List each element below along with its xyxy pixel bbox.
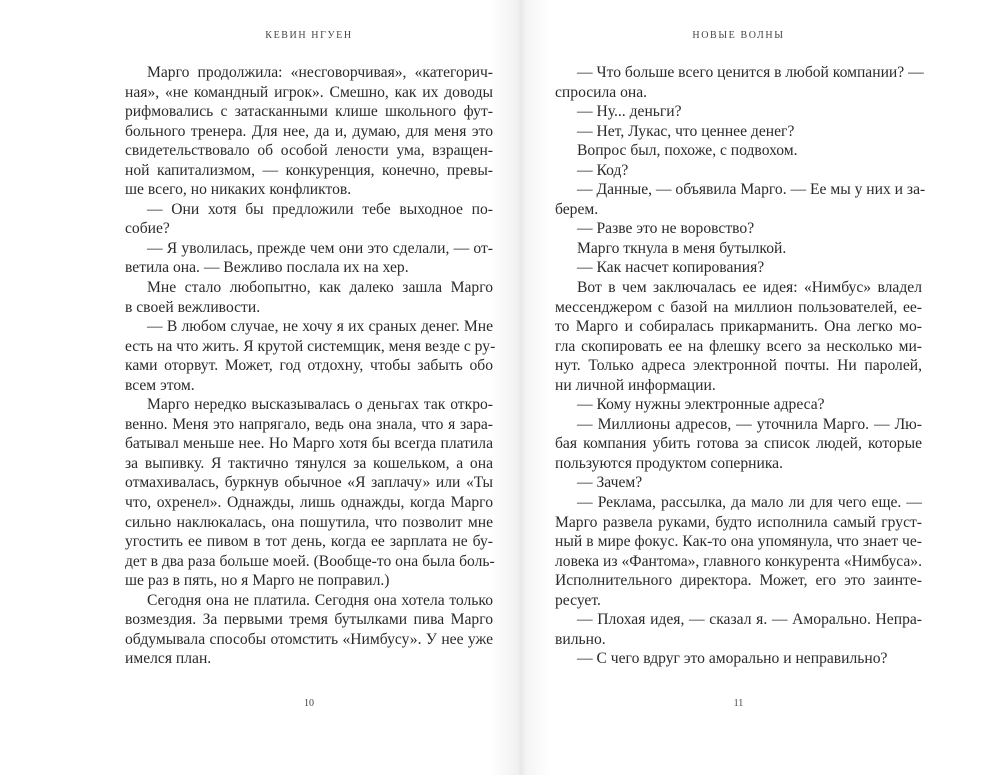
right-page: [555, 0, 926, 775]
text-line: — Реклама, рассылка, да мало ли для чего еще. —: [577, 494, 922, 512]
text-line: — Плохая идея, — сказал я. — Аморально. Непра-: [577, 611, 922, 629]
text-line: венно. Меня это напрягало, ведь она знала, что я зара-: [125, 415, 493, 433]
text-line: ресует.: [555, 591, 601, 609]
text-line: ловека из «Фантома», главного конкурента «Нимбуса».: [555, 552, 922, 570]
text-line: вильно.: [555, 630, 606, 648]
text-line: Вот в чем заключалась ее идея: «Нимбус» владел: [577, 279, 922, 297]
text-line: есть на что жить. Я крутой системщик, меня везде с ру-: [125, 337, 496, 355]
text-line: — Что больше всего ценится в любой компании? —: [577, 64, 924, 81]
left-page-text: [125, 63, 496, 669]
text-line: спросила она.: [555, 83, 648, 101]
text-line: мессенджером с базой на миллион пользователей, ее-: [555, 298, 922, 316]
text-line: Марго ткнула в меня бутылкой.: [577, 239, 787, 257]
page-number: 10: [304, 698, 314, 709]
text-line: — Разве это не воровство?: [577, 220, 755, 238]
left-page: [125, 0, 496, 775]
text-line: ветила она. — Вежливо послала их на хер.: [125, 259, 409, 277]
text-line: ная», «не командный игрок». Смешно, как их доводы: [125, 83, 493, 101]
text-line: всем этом.: [125, 376, 195, 394]
text-line: больного тренера. Для нее, да и, думаю, для меня это: [125, 122, 493, 140]
text-line: возмездия. За первыми тремя бутылками пива Марго: [125, 611, 493, 629]
text-line: ни личной информации.: [555, 376, 716, 394]
text-line: гла скопировать ее на флешку всего за несколько ми-: [555, 337, 922, 355]
text-line: обдумывала способы отомстить «Нимбусу». У нее уже: [125, 630, 493, 648]
text-line: Марго нередко высказывалась о деньгах так откро-: [147, 396, 493, 414]
text-line: батывал меньше нее. Но Марго хотя бы всегда платила: [125, 435, 493, 453]
text-line: Исполнительного директора. Может, его это заинте-: [555, 572, 922, 590]
text-line: — Как насчет копирования?: [577, 259, 765, 277]
text-line: отмахивалась, буркнув обычное «Я заплачу» или «Ты: [125, 474, 493, 492]
text-line: — Миллионы адресов, — уточнила Марго. — Лю-: [577, 415, 922, 433]
page-number: 11: [733, 698, 744, 709]
text-line: рифмовались с затасканными клише школьного фут-: [125, 103, 493, 121]
right-page-text: [555, 63, 926, 669]
text-line: ками оторвут. Может, год отдохну, чтобы забыть обо: [125, 357, 493, 375]
running-head-author: КЕВИН НГУЕН: [265, 30, 353, 41]
text-line: Вопрос был, похоже, с подвохом.: [577, 142, 798, 160]
text-line: Марго развела руками, будто исполнила самый груст-: [555, 513, 922, 531]
text-line: Мне стало любопытно, как далеко зашла Марго: [147, 279, 493, 297]
text-line: берем.: [555, 200, 599, 218]
text-line: что, охренел». Однажды, лишь однажды, когда Марго: [125, 494, 493, 512]
text-line: свидетельствовало об особой лености ума, взращен-: [125, 142, 493, 160]
text-line: — Кому нужны электронные адреса?: [577, 396, 825, 414]
text-line: Сегодня она не платила. Сегодня она хотела только: [147, 591, 493, 609]
text-line: то Марго и собиралась прикарманить. Она легко мо-: [555, 318, 922, 336]
running-head-title: НОВЫЕ ВОЛНЫ: [692, 30, 785, 41]
text-line: — Код?: [577, 161, 629, 179]
text-line: за выпивку. Я тактично тянулся за кошельком, а она: [125, 454, 493, 472]
text-line: имелся план.: [125, 650, 212, 668]
text-line: ный в мире фокус. Как-то она упомянула, что знает че-: [555, 533, 922, 551]
text-line: ше раз в пять, но я Марго не поправил.): [125, 572, 390, 590]
text-line: бая компания убить готова за список людей, которые: [555, 435, 922, 453]
text-line: в своей вежливости.: [125, 298, 261, 316]
text-line: ной капитализмом, — конкуренция, конечно, превы-: [125, 161, 493, 179]
text-line: — Ну... деньги?: [577, 103, 682, 121]
text-line: дет в два раза больше моей. (Вообще-то она была боль-: [125, 552, 495, 570]
text-line: угостить ее пивом в тот день, когда ее зарплата не бу-: [125, 533, 493, 551]
text-line: пользуются продуктом соперника.: [555, 454, 783, 472]
text-line: — В любом случае, не хочу я их сраных денег. Мне: [147, 318, 493, 336]
text-line: ше всего, но никаких конфликтов.: [125, 181, 352, 199]
text-line: нут. Только адреса электронной почты. Ни паролей,: [555, 357, 922, 375]
text-line: — Нет, Лукас, что ценнее денег?: [577, 122, 795, 140]
text-line: — Зачем?: [577, 474, 643, 492]
text-line: — Они хотя бы предложили тебе выходное по-: [147, 200, 493, 218]
text-line: Марго продолжила: «несговорчивая», «категорич-: [147, 64, 493, 81]
text-line: — Я уволилась, прежде чем они это сделали, — от-: [147, 239, 493, 257]
text-line: — С чего вдруг это аморально и неправильно?: [577, 650, 888, 668]
text-line: собие?: [125, 220, 170, 238]
text-line: сильно наклюкалась, она пошутила, что позволит мне: [125, 513, 493, 531]
book-gutter: [490, 0, 550, 775]
text-line: — Данные, — объявила Марго. — Ее мы у них и за-: [577, 181, 926, 199]
